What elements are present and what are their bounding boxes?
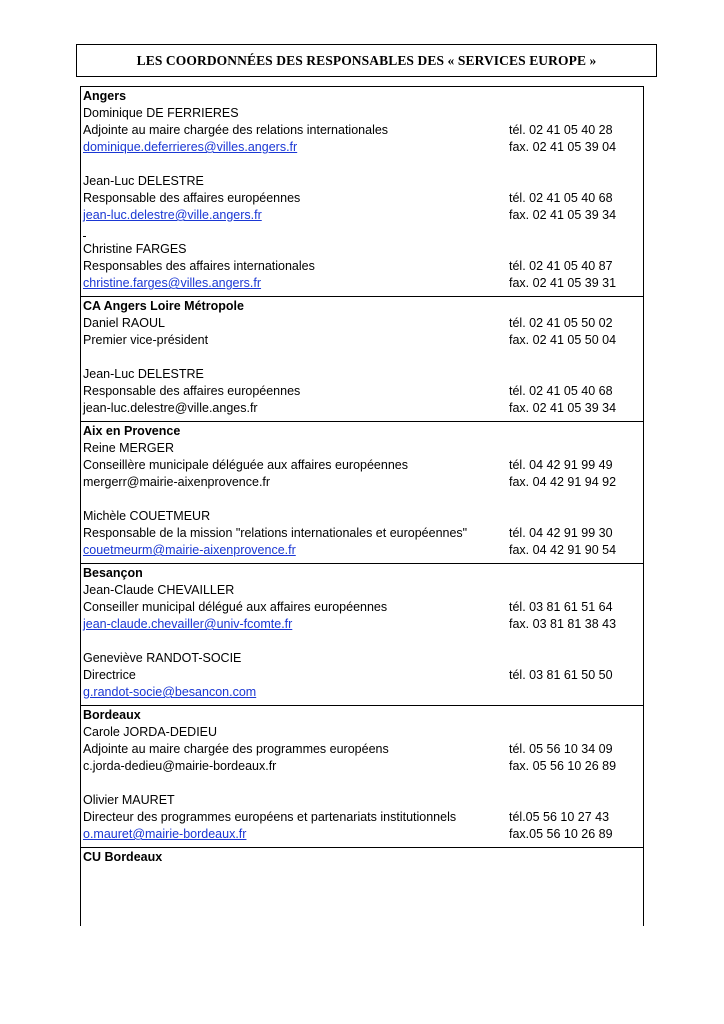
- contact-email-line: [83, 684, 643, 701]
- contact-role: Adjointe au maire chargée des relations internationales: [83, 123, 389, 137]
- contact-email-line: [83, 400, 643, 417]
- org-name: Angers: [83, 89, 127, 103]
- contact-email: mergerr@mairie-aixenprovence.fr: [83, 475, 271, 489]
- contact-name: Reine MERGER: [83, 441, 174, 455]
- contact-email-link[interactable]: jean-claude.chevailler@univ-fcomte.fr: [83, 617, 293, 631]
- contact-name: Dominique DE FERRIERES: [83, 106, 239, 120]
- contact-role-line: [83, 809, 643, 826]
- contact-name: Geneviève RANDOT-SOCIE: [83, 651, 242, 665]
- contact-tel: tél. 02 41 05 40 68: [509, 191, 613, 205]
- contact-tel: tél. 04 42 91 99 30: [509, 526, 613, 540]
- contact-role-line: [83, 525, 643, 542]
- document-title: LES COORDONNÉES DES RESPONSABLES DES « SERVICES EUROPE »: [136, 52, 597, 68]
- org-name: Besançon: [83, 566, 143, 580]
- contact-name: Jean-Claude CHEVAILLER: [83, 583, 235, 597]
- contact-role: Directeur des programmes européens et partenariats institutionnels: [83, 810, 457, 824]
- contact-role-line: [83, 599, 643, 616]
- contact-email-line: [83, 826, 643, 843]
- spacer: [83, 775, 643, 792]
- contact-role-line: [83, 258, 643, 275]
- contact-tel: tél. 03 81 61 50 50: [509, 668, 613, 682]
- contact-email-link[interactable]: christine.farges@villes.angers.fr: [83, 276, 262, 290]
- spacer: [83, 491, 643, 508]
- contact-tel: tél. 05 56 10 34 09: [509, 742, 613, 756]
- contact-tel: tél. 02 41 05 40 68: [509, 384, 613, 398]
- contact-fax: fax. 05 56 10 26 89: [509, 759, 617, 773]
- contact-tel: tél. 04 42 91 99 49: [509, 458, 613, 472]
- contact-email-line: [83, 275, 643, 292]
- contact-tel: tél. 02 41 05 40 28: [509, 123, 613, 137]
- contact-role-line: [83, 190, 643, 207]
- section-cu-bordeaux: [81, 848, 643, 870]
- section-bordeaux: [81, 706, 643, 848]
- contact-email: jean-luc.delestre@ville.anges.fr: [83, 401, 258, 415]
- contact-tel: tél.05 56 10 27 43: [509, 810, 610, 824]
- spacer: [83, 633, 643, 650]
- contact-name: Jean-Luc DELESTRE: [83, 367, 204, 381]
- contact-role: Conseillère municipale déléguée aux affaires européennes: [83, 458, 408, 472]
- contact-name: Daniel RAOUL: [83, 316, 165, 330]
- contact-email-line: [83, 139, 643, 156]
- contact-fax: fax. 02 41 05 39 34: [509, 401, 617, 415]
- contact-role: Responsable des affaires européennes: [83, 191, 301, 205]
- contact-role: Directrice: [83, 668, 136, 682]
- contact-email-line: [83, 758, 643, 775]
- contact-fax: fax. 02 41 05 39 31: [509, 276, 617, 290]
- contact-role: Responsable de la mission "relations internationales et européennes": [83, 526, 468, 540]
- contact-tel: tél. 03 81 61 51 64: [509, 600, 613, 614]
- contact-email-link[interactable]: g.randot-socie@besancon.com: [83, 685, 257, 699]
- contact-email-link[interactable]: o.mauret@mairie-bordeaux.fr: [83, 827, 247, 841]
- contact-role-line: [83, 383, 643, 400]
- contact-role-line: [83, 332, 643, 349]
- section-aix: [81, 422, 643, 564]
- contact-name: Carole JORDA-DEDIEU: [83, 725, 218, 739]
- contact-name: Olivier MAURET: [83, 793, 175, 807]
- section-angers: [81, 87, 643, 297]
- contact-role-line: [83, 667, 643, 684]
- contact-role-line: [83, 122, 643, 139]
- contact-fax: fax. 04 42 91 94 92: [509, 475, 617, 489]
- contact-fax: fax. 02 41 05 39 04: [509, 140, 617, 154]
- contact-tel: tél. 02 41 05 50 02: [509, 316, 613, 330]
- contact-role: Responsable des affaires européennes: [83, 384, 301, 398]
- contact-role: Conseiller municipal délégué aux affaires européennes: [83, 600, 388, 614]
- org-name: CU Bordeaux: [83, 850, 163, 864]
- org-name: Bordeaux: [83, 708, 141, 722]
- contact-name: Michèle COUETMEUR: [83, 509, 211, 523]
- contact-fax: fax. 02 41 05 39 34: [509, 208, 617, 222]
- org-name: Aix en Provence: [83, 424, 181, 438]
- contact-fax: fax. 04 42 91 90 54: [509, 543, 617, 557]
- contact-role: Responsables des affaires internationales: [83, 259, 315, 273]
- document-title-box: [76, 44, 657, 77]
- contact-email: c.jorda-dedieu@mairie-bordeaux.fr: [83, 759, 277, 773]
- section-besancon: [81, 564, 643, 706]
- contact-name: Christine FARGES: [83, 242, 187, 256]
- contact-fax: fax. 03 81 81 38 43: [509, 617, 617, 631]
- contact-email-line: [83, 616, 643, 633]
- stray-mark: [83, 236, 86, 237]
- contact-email-line: [83, 474, 643, 491]
- contact-email-link[interactable]: jean-luc.delestre@ville.angers.fr: [83, 208, 262, 222]
- contact-email-line: [83, 542, 643, 559]
- spacer: [83, 349, 643, 366]
- contact-role: Premier vice-président: [83, 333, 209, 347]
- contacts-table: [80, 86, 644, 926]
- contact-role: Adjointe au maire chargée des programmes européens: [83, 742, 389, 756]
- contact-role-line: [83, 457, 643, 474]
- section-ca-angers: [81, 297, 643, 422]
- contact-fax: fax. 02 41 05 50 04: [509, 333, 617, 347]
- contact-email-line: [83, 207, 643, 224]
- contact-email-link[interactable]: dominique.deferrieres@villes.angers.fr: [83, 140, 298, 154]
- spacer: [83, 224, 643, 241]
- contact-name-line: [83, 315, 643, 332]
- contact-role-line: [83, 741, 643, 758]
- contact-name: Jean-Luc DELESTRE: [83, 174, 204, 188]
- spacer: [83, 156, 643, 173]
- org-name: CA Angers Loire Métropole: [83, 299, 244, 313]
- contact-tel: tél. 02 41 05 40 87: [509, 259, 613, 273]
- contact-fax: fax.05 56 10 26 89: [509, 827, 613, 841]
- contact-email-link[interactable]: couetmeurm@mairie-aixenprovence.fr: [83, 543, 296, 557]
